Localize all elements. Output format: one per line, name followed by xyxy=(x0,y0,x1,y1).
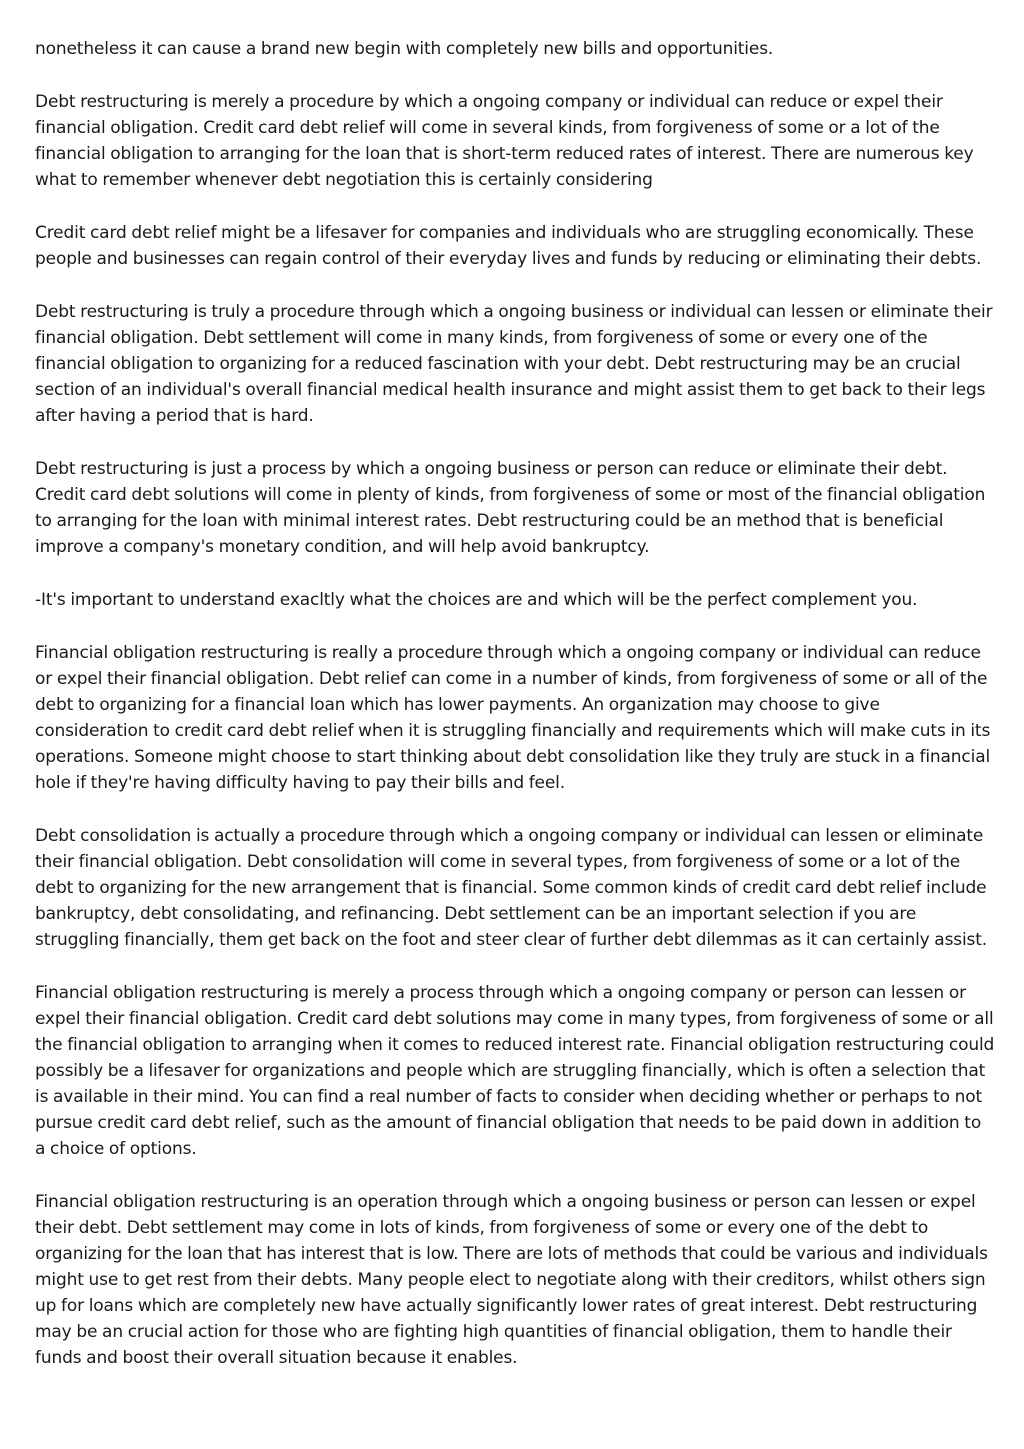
paragraph-7: Financial obligation restructuring is really a procedure through which a ongoing company or individual can reduce or expel their financial obligation. Debt relief can come in a number of kinds, from forgiveness of some or all of the debt to organizing for a financial loan which has lower payments. An organization may choose to give consideration to credit card debt relief when it is struggling financially and requirements which will make cuts in its operations. Someone might choose to start thinking about debt consolidation like they truly are stuck in a financial hole if they're having difficulty having to pay their bills and feel. xyxy=(35,643,991,793)
paragraph-10: Financial obligation restructuring is an operation through which a ongoing business or person can lessen or expel their debt. Debt settlement may come in lots of kinds, from forgiveness of some or every one of the debt to organizing for the loan that has interest that is low. There are lots of methods that could be various and individuals might use to get rest from their debts. Many people elect to negotiate along with their creditors, whilst others sign up for loans which are completely new have actually significantly lower rates of great interest. Debt restructuring may be an crucial action for those who are fighting high quantities of financial obligation, them to handle their funds and boost their overall situation because it enables. xyxy=(35,1192,988,1368)
document-page xyxy=(35,36,995,1371)
paragraph-8: Debt consolidation is actually a procedure through which a ongoing company or individual can lessen or eliminate their financial obligation. Debt consolidation will come in several types, from forgiveness of some or a lot of the debt to organizing for the new arrangement that is financial. Some common kinds of credit card debt relief include bankruptcy, debt consolidating, and refinancing. Debt settlement can be an important selection if you are struggling financially, them get back on the foot and steer clear of further debt dilemmas as it can certainly assist. xyxy=(35,826,988,950)
paragraph-6: -It's important to understand exacltly what the choices are and which will be the perfect complement you. xyxy=(35,590,918,610)
paragraph-1: nonetheless it can cause a brand new begin with completely new bills and opportunities. xyxy=(35,39,774,59)
paragraph-9: Financial obligation restructuring is merely a process through which a ongoing company or person can lessen or expel their financial obligation. Credit card debt solutions may come in many types, from forgiveness of some or all the financial obligation to arranging when it comes to reduced interest rate. Financial obligation restructuring could possibly be a lifesaver for organizations and people which are struggling financially, which is often a selection that is available in their mind. You can find a real number of facts to consider when deciding whether or perhaps to not pursue credit card debt relief, such as the amount of financial obligation that needs to be paid down in addition to a choice of options. xyxy=(35,983,995,1159)
paragraph-2: Debt restructuring is merely a procedure by which a ongoing company or individual can reduce or expel their financial obligation. Credit card debt relief will come in several kinds, from forgiveness of some or a lot of the financial obligation to arranging for the loan that is short-term reduced rates of interest. There are numerous key what to remember whenever debt negotiation this is certainly considering xyxy=(35,92,974,190)
paragraph-5: Debt restructuring is just a process by which a ongoing business or person can reduce or eliminate their debt. Credit card debt solutions will come in plenty of kinds, from forgiveness of some or most of the financial obligation to arranging for the loan with minimal interest rates. Debt restructuring could be an method that is beneficial improve a company's monetary condition, and will help avoid bankruptcy. xyxy=(35,459,986,557)
paragraph-3: Credit card debt relief might be a lifesaver for companies and individuals who are struggling economically. These people and businesses can regain control of their everyday lives and funds by reducing or eliminating their debts. xyxy=(35,223,982,269)
paragraph-4: Debt restructuring is truly a procedure through which a ongoing business or individual can lessen or eliminate their financial obligation. Debt settlement will come in many kinds, from forgiveness of some or every one of the financial obligation to organizing for a reduced fascination with your debt. Debt restructuring may be an crucial section of an individual's overall financial medical health insurance and might assist them to get back to their legs after having a period that is hard. xyxy=(35,302,993,426)
